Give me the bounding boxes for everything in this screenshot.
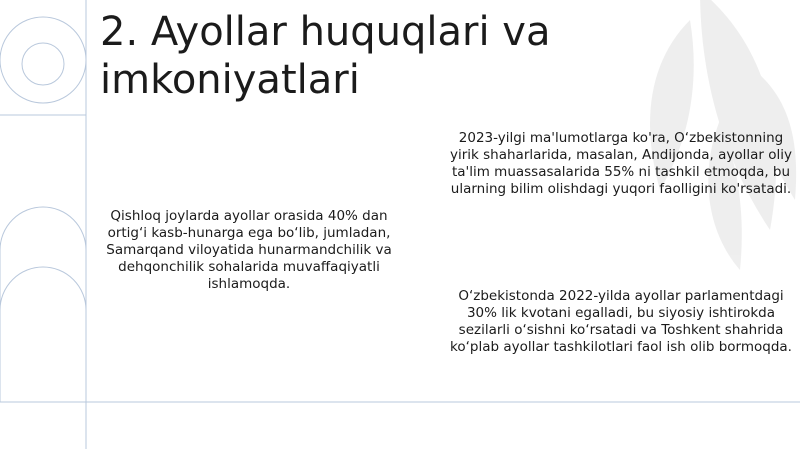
arch-inner [0,267,86,310]
arch-shape [0,207,86,402]
paragraph-rural-women: Qishloq joylarda ayollar orasida 40% dan ortig‘i kasb-hunarga ega bo‘lib, jumladan, Samarqand viloyatida hunarmandchilik va dehqonchilik sohalarida muvaffaqiyatli ishlamoqda. [106,208,392,292]
page-title: 2. Ayollar huquqlari va imkoniyatlari [100,9,551,103]
inner-circle [22,43,64,85]
outer-circle [0,17,86,103]
paragraph-parliament-quota: O‘zbekistonda 2022-yilda ayollar parlamentdagi 30% lik kvotani egalladi, bu siyosiy ishtirokda sezilarli o‘sishni ko‘rsatadi va Toshkent shahrida ko‘plab ayollar tashkilotlari faol ish olib bormoqda. [450,288,792,355]
paragraph-higher-education: 2023-yilgi ma'lumotlarga ko'ra, O‘zbekistonning yirik shaharlarida, masalan, Andijonda, ayollar oliy ta'lim muassasalarida 55% ni tashkil etmoqda, bu ularning bilim olishdagi yuqori faolligini ko'rsatadi. [449,130,793,197]
